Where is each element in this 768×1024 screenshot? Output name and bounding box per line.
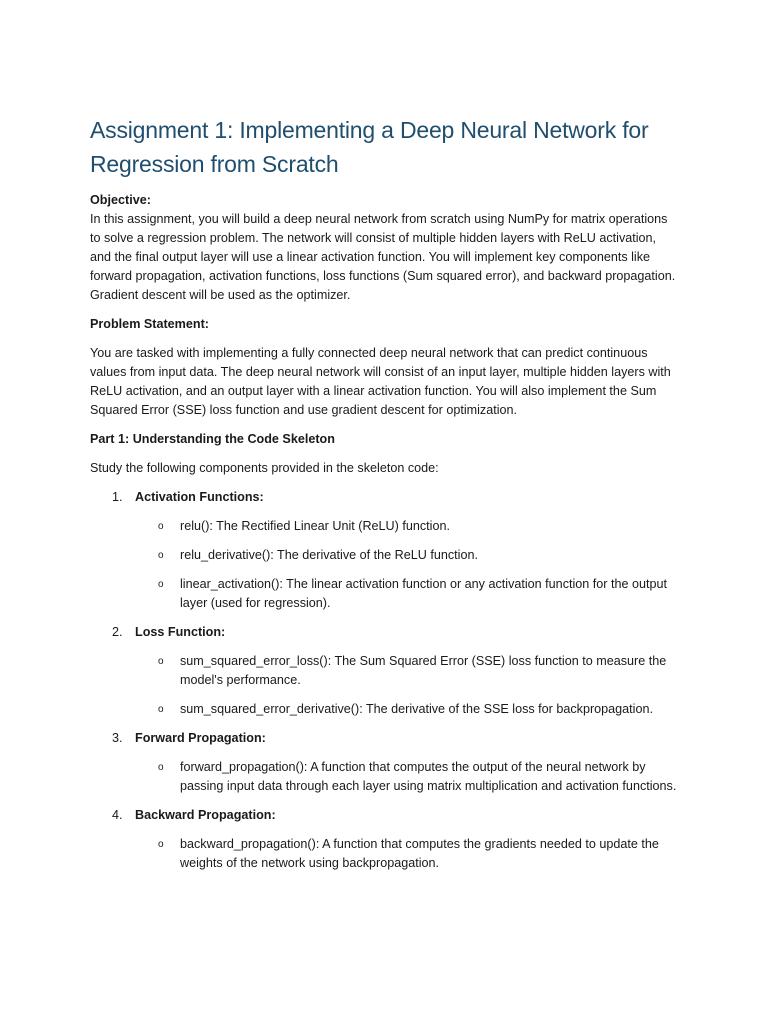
problem-text: You are tasked with implementing a fully connected deep neural network that can predict continuous values from input data. The deep neural network will consist of an input layer, multiple hidden layers with ReLU activation, and an output layer with a linear activation function. You will also implement the Sum Squared Error (SSE) loss function and use gradient descent for optimization. bbox=[90, 346, 671, 417]
sub-item-text: relu(): The Rectified Linear Unit (ReLU) function. bbox=[180, 519, 450, 533]
problem-heading: Problem Statement: bbox=[90, 317, 209, 331]
list-item-backward bbox=[90, 806, 680, 873]
sub-item-text: forward_propagation(): A function that computes the output of the neural network by passing input data through each layer using matrix multiplication and activation functions. bbox=[180, 760, 677, 793]
bullet-icon: o bbox=[158, 550, 164, 561]
bullet-icon: o bbox=[158, 839, 164, 850]
sub-item bbox=[90, 700, 680, 719]
sub-item-text: backward_propagation(): A function that computes the gradients needed to update the weights of the network using backpropagation. bbox=[180, 837, 659, 870]
list-number: 4. bbox=[112, 808, 123, 822]
components-list bbox=[90, 488, 680, 873]
sub-item bbox=[90, 652, 680, 690]
sub-item-text: sum_squared_error_derivative(): The derivative of the SSE loss for backpropagation. bbox=[180, 702, 653, 716]
bullet-icon: o bbox=[158, 704, 164, 715]
part1-heading: Part 1: Understanding the Code Skeleton bbox=[90, 432, 335, 446]
list-label: Loss Function: bbox=[135, 625, 226, 639]
list-number: 2. bbox=[112, 625, 123, 639]
list-label: Activation Functions: bbox=[135, 490, 264, 504]
list-number: 1. bbox=[112, 490, 123, 504]
bullet-icon: o bbox=[158, 762, 164, 773]
list-item-forward bbox=[90, 729, 680, 796]
list-item-loss bbox=[90, 623, 680, 719]
sub-item bbox=[90, 546, 680, 565]
objective-heading: Objective: bbox=[90, 193, 151, 207]
bullet-icon: o bbox=[158, 656, 164, 667]
bullet-icon: o bbox=[158, 521, 164, 532]
list-item-activation bbox=[90, 488, 680, 613]
list-label: Backward Propagation: bbox=[135, 808, 276, 822]
list-label: Forward Propagation: bbox=[135, 731, 266, 745]
objective-text: In this assignment, you will build a deep neural network from scratch using NumPy for matrix operations to solve a regression problem. The network will consist of multiple hidden layers with ReLU activation, and the final output layer will use a linear activation function. You will implement key components like forward propagation, activation functions, loss functions (Sum squared error), and backward propagation. Gradient descent will be used as the optimizer. bbox=[90, 212, 676, 302]
sub-item bbox=[90, 835, 680, 873]
list-number: 3. bbox=[112, 731, 123, 745]
sub-item bbox=[90, 575, 680, 613]
bullet-icon: o bbox=[158, 579, 164, 590]
sub-item-text: linear_activation(): The linear activation function or any activation function for the output layer (used for regression). bbox=[180, 577, 668, 610]
sub-item-text: sum_squared_error_loss(): The Sum Squared Error (SSE) loss function to measure the model's performance. bbox=[180, 654, 667, 687]
sub-item bbox=[90, 758, 680, 796]
document-title: Assignment 1: Implementing a Deep Neural Network for Regression from Scratch bbox=[90, 117, 649, 177]
part1-intro: Study the following components provided in the skeleton code: bbox=[90, 461, 439, 475]
sub-item bbox=[90, 517, 680, 536]
sub-item-text: relu_derivative(): The derivative of the ReLU function. bbox=[180, 548, 478, 562]
document-page bbox=[90, 113, 680, 883]
